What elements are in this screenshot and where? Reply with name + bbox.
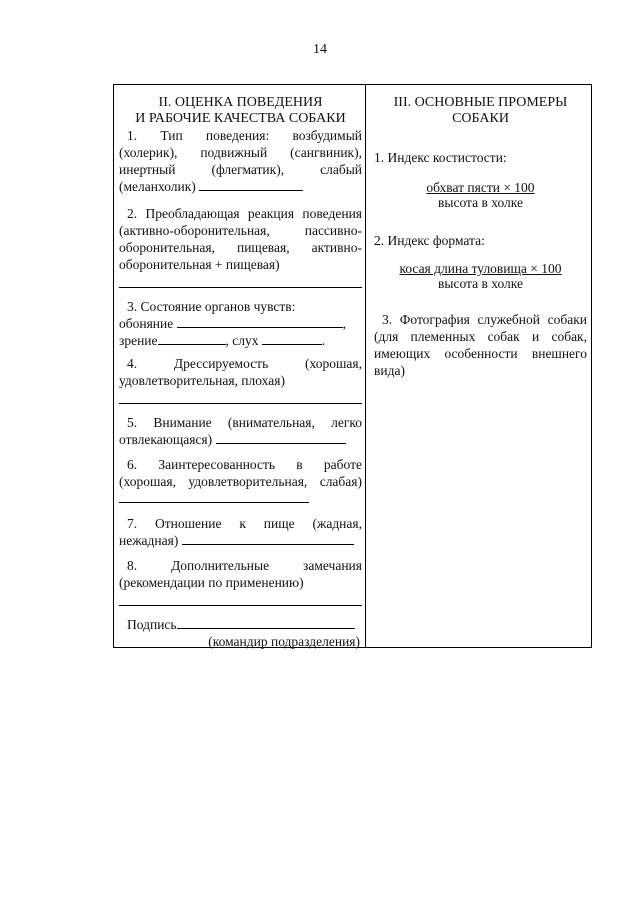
- form-table: [113, 84, 592, 648]
- trainability-item: 4. Дрессируемость (хорошая, удовлетворительная, плохая): [119, 356, 362, 388]
- sight-field[interactable]: [158, 332, 226, 345]
- hearing-field[interactable]: [262, 332, 322, 345]
- behavior-type-item: 1. Тип поведения: возбудимый (холерик), подвижный (сангвиник), инертный (флегматик), слабый (меланхолик): [119, 128, 362, 194]
- measurements-section-title: III. ОСНОВНЫЕ ПРОМЕРЫ СОБАКИ: [393, 95, 568, 126]
- reaction-item: 2. Преобладающая реакция поведения (активно-оборонительная, пассивно-оборонительная, пищевая, активно-оборонительная + пищевая): [119, 206, 362, 272]
- interest-item: 6. Заинтересованность в работе (хорошая, удовлетворительная, слабая): [119, 456, 362, 507]
- signature-field[interactable]: [177, 616, 355, 629]
- food-attitude-item: 7. Отношение к пище (жадная, нежадная): [119, 516, 362, 548]
- trainability-field[interactable]: [119, 403, 362, 404]
- smell-row: обоняние ,: [119, 316, 346, 331]
- behavior-type-field[interactable]: [199, 178, 303, 191]
- smell-field[interactable]: [177, 315, 343, 328]
- page-number: 14: [313, 42, 327, 57]
- food-attitude-field[interactable]: [182, 532, 354, 545]
- attention-item: 5. Внимание (внимательная, легко отвлекающаяся): [119, 415, 362, 447]
- signature-caption: (командир подразделения): [208, 634, 360, 649]
- reaction-field[interactable]: [119, 287, 362, 288]
- senses-item: 3. Состояние органов чувств:: [127, 299, 296, 314]
- measurements-column: [366, 85, 591, 647]
- bone-index-formula: обхват пясти × 100 высота в холке: [426, 180, 535, 210]
- format-index-formula: косая длина туловища × 100 высота в холке: [399, 261, 562, 291]
- additional-notes-item: 8. Дополнительные замечания (рекомендации по применению): [119, 558, 362, 590]
- photo-item: 3. Фотография служебной собаки (для племенных собак и собак, имеющих особенности внешнего вида): [374, 312, 587, 378]
- attention-field[interactable]: [216, 431, 346, 444]
- sight-hearing-row: зрение , слух .: [119, 333, 326, 348]
- format-index-label: 2. Индекс формата:: [374, 233, 485, 248]
- signature-row: Подпись: [119, 616, 362, 633]
- behavior-section-title: II. ОЦЕНКА ПОВЕДЕНИЯ И РАБОЧИЕ КАЧЕСТВА СОБАКИ: [135, 95, 346, 126]
- behavior-column: [114, 85, 366, 647]
- additional-notes-field[interactable]: [119, 605, 362, 606]
- interest-field[interactable]: [119, 490, 309, 503]
- bone-index-label: 1. Индекс костистости:: [374, 150, 507, 165]
